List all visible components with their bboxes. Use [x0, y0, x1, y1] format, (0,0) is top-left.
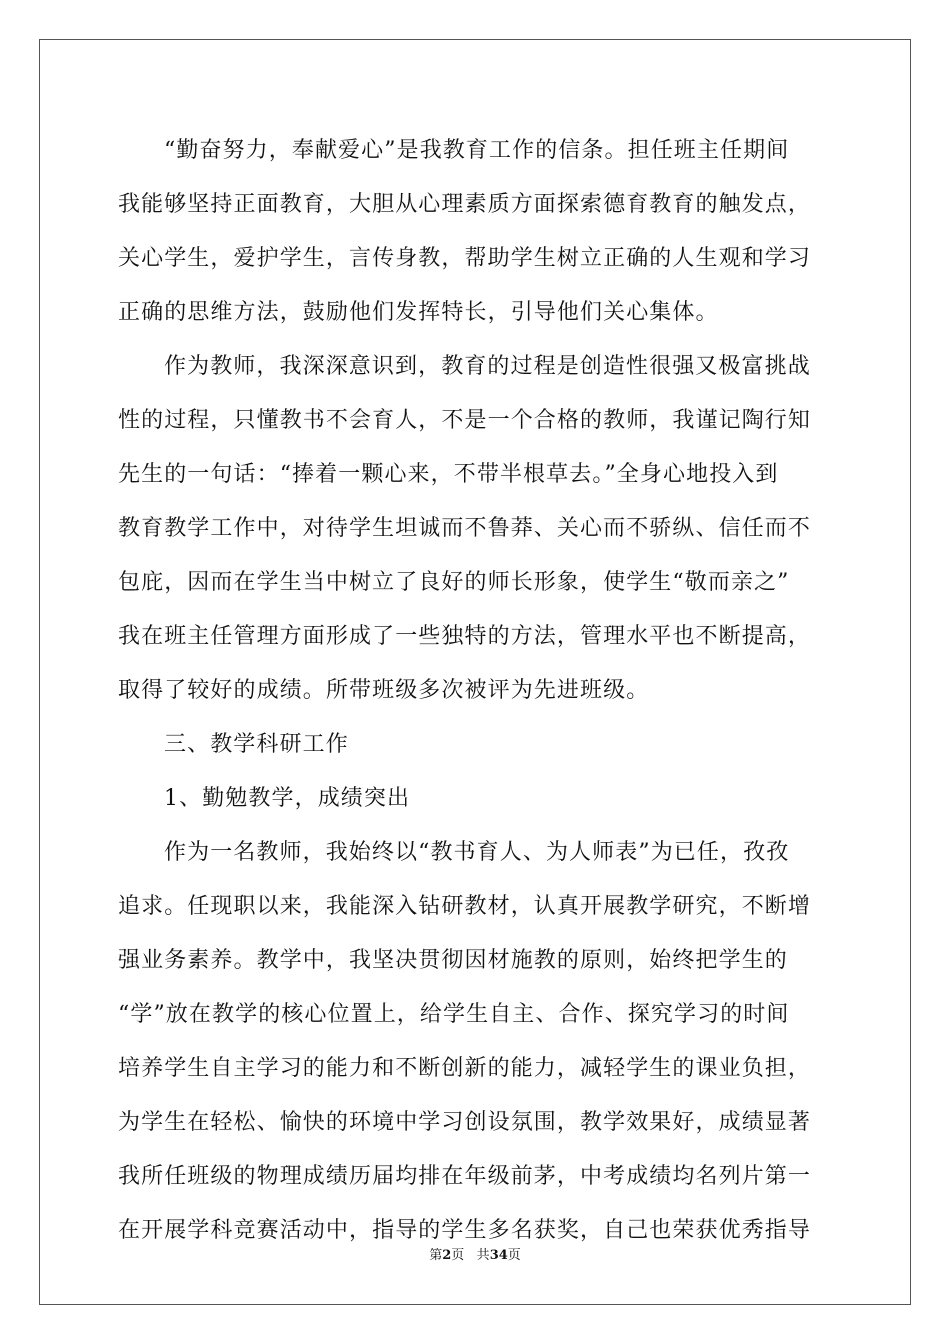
page-number-suffix: 页 [451, 1248, 465, 1263]
page-number-prefix: 第 [429, 1248, 443, 1263]
text-line: 作为教师，我深深意识到，教育的过程是创造性很强又极富挑战 [164, 354, 811, 379]
text-line: 追求。任现职以来，我能深入钻研教材，认真开展教学研究，不断增 [118, 894, 812, 919]
text-line: 三、教学科研工作 [164, 732, 349, 757]
current-page-number: 2 [442, 1248, 452, 1263]
text-line: 在开展学科竞赛活动中，指导的学生多名获奖，自己也荣获优秀指导 [118, 1218, 812, 1243]
text-line: 强业务素养。教学中，我坚决贯彻因材施教的原则，始终把学生的 [118, 948, 788, 973]
total-pages-prefix: 共 [476, 1248, 490, 1263]
text-line: 我在班主任管理方面形成了一些独特的方法，管理水平也不断提高， [118, 624, 812, 649]
total-pages-suffix: 页 [507, 1248, 521, 1263]
text-line: 取得了较好的成绩。所带班级多次被评为先进班级。 [118, 678, 650, 703]
text-line: “勤奋努力，奉献爱心”是我教育工作的信条。担任班主任期间 [164, 138, 790, 163]
text-line: 为学生在轻松、愉快的环境中学习创设氛围，教学效果好，成绩显著 [118, 1110, 812, 1135]
total-page-count: 34 [489, 1248, 508, 1263]
text-line: 作为一名教师，我始终以“教书育人、为人师表”为已任，孜孜 [164, 840, 790, 865]
text-line: 我所任班级的物理成绩历届均排在年级前茅，中考成绩均名列片第一 [118, 1164, 812, 1189]
document-body [118, 124, 842, 1258]
text-line: “学”放在教学的核心位置上，给学生自主、合作、探究学习的时间 [118, 1002, 790, 1027]
text-line: 我能够坚持正面教育，大胆从心理素质方面探索德育教育的触发点， [118, 192, 812, 217]
text-line: 教育教学工作中，对待学生坦诚而不鲁莽、关心而不骄纵、信任而不 [118, 516, 812, 541]
text-line: 关心学生，爱护学生，言传身教，帮助学生树立正确的人生观和学习 [118, 246, 812, 271]
text-line: 包庇，因而在学生当中树立了良好的师长形象，使学生“敬而亲之” [118, 570, 790, 595]
page-footer [0, 1244, 950, 1263]
text-line: 先生的一句话：“捧着一颗心来，不带半根草去。”全身心地投入到 [118, 462, 779, 487]
text-line: 性的过程，只懂教书不会育人，不是一个合格的教师，我谨记陶行知 [118, 408, 812, 433]
text-line: 1、勤勉教学，成绩突出 [164, 786, 411, 811]
text-line: 培养学生自主学习的能力和不断创新的能力，减轻学生的课业负担， [118, 1056, 812, 1081]
text-line: 正确的思维方法，鼓励他们发挥特长，引导他们关心集体。 [118, 300, 719, 325]
